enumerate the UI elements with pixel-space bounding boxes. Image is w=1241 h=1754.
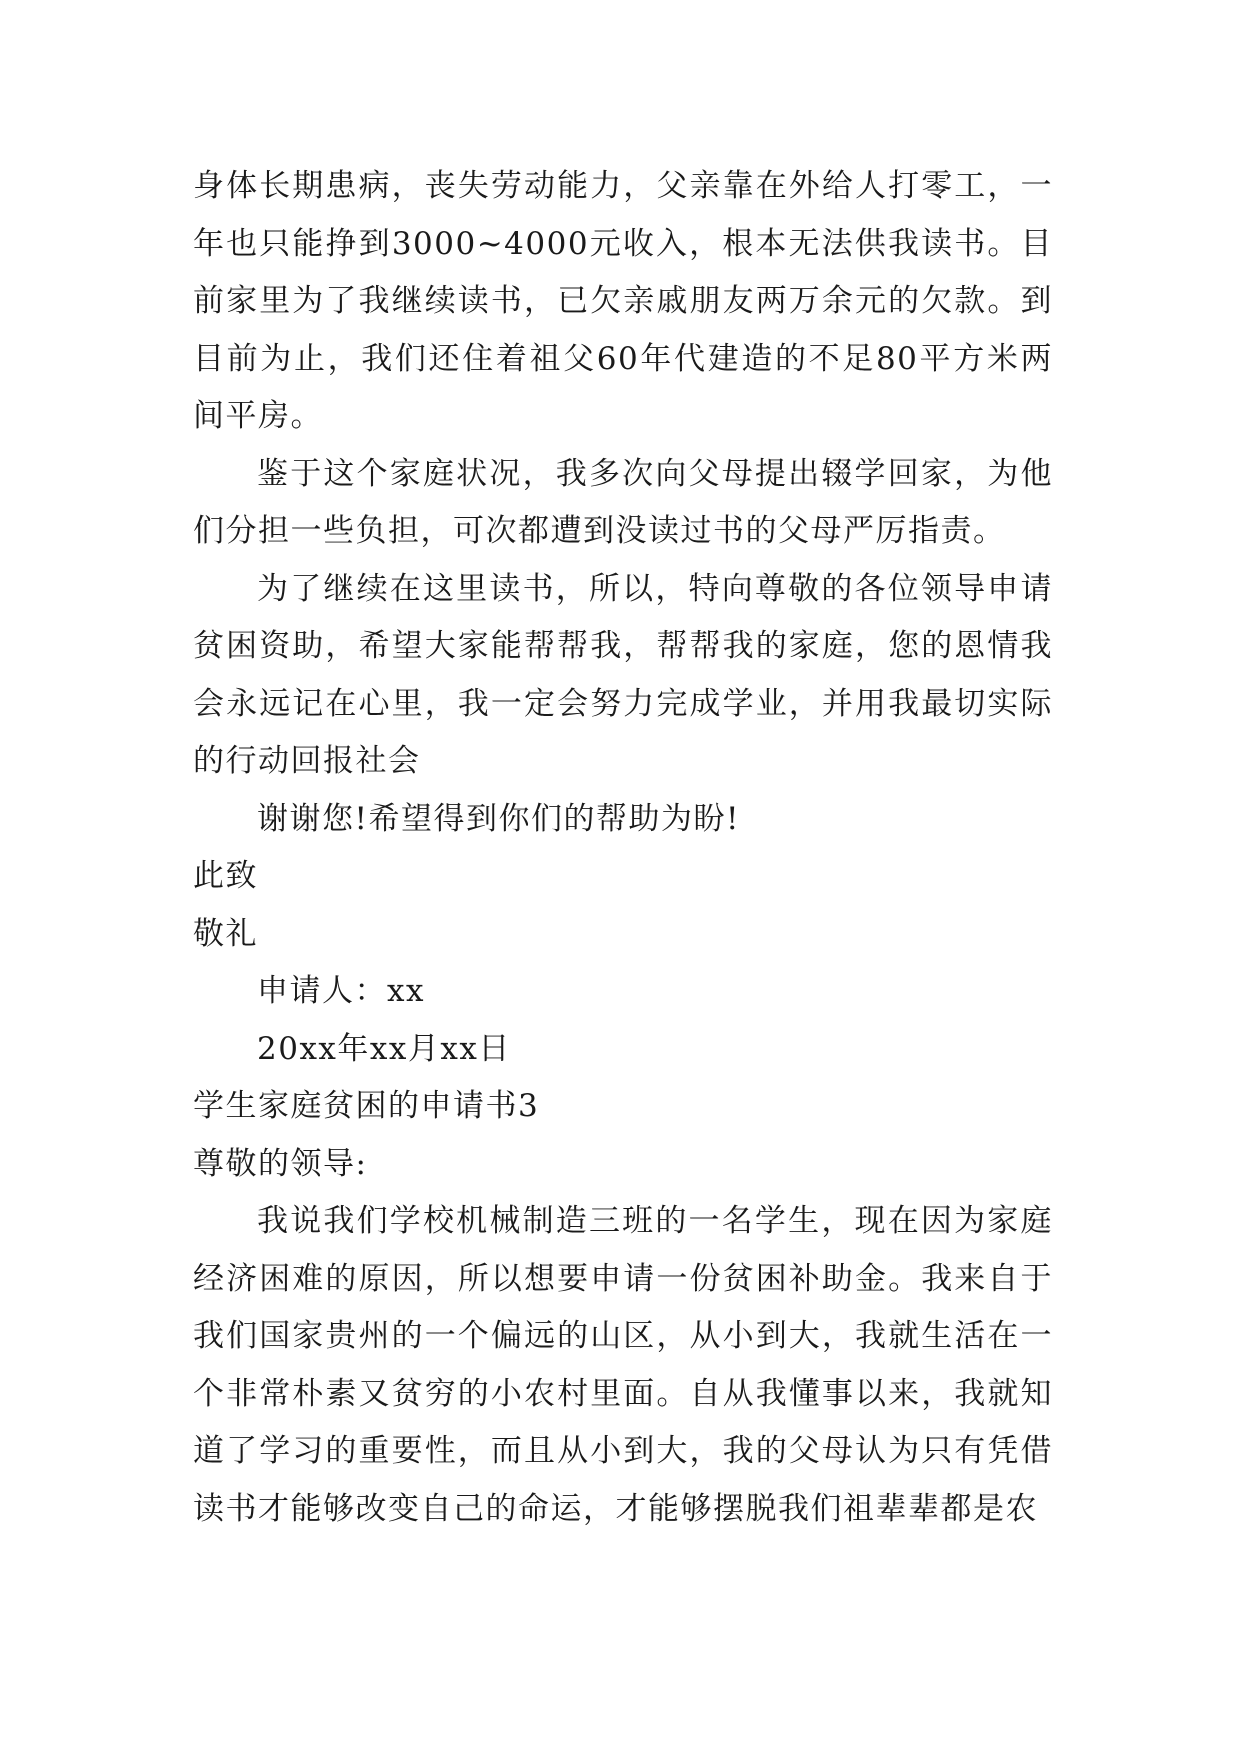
paragraph-introduction: 我说我们学校机械制造三班的一名学生，现在因为家庭经济困难的原因，所以想要申请一份贫困补助金。我来自于我们国家贵州的一个偏远的山区，从小到大，我就生活在一个非常朴素又贫穷的小农村里面。自从我懂事以来，我就知道了学习的重要性，而且从小到大，我的父母认为只有凭借读书才能够改变自己的命运，才能够摆脱我们祖辈辈都是农 bbox=[193, 1203, 1053, 1527]
paragraph-family-situation: 身体长期患病，丧失劳动能力，父亲靠在外给人打零工，一年也只能挣到3000~4000元收入，根本无法供我读书。目前家里为了我继续读书，已欠亲戚朋友两万余元的欠款。到目前为止，我们还住着祖父60年代建造的不足80平方米两间平房。 bbox=[193, 168, 1053, 434]
paragraph-aid-request: 为了继续在这里读书，所以，特向尊敬的各位领导申请贫困资助，希望大家能帮帮我，帮帮我的家庭，您的恩情我会永远记在心里，我一定会努力完成学业，并用我最切实际的行动回报社会 bbox=[193, 570, 1053, 779]
closing-line-2: 敬礼 bbox=[193, 915, 258, 952]
signature-date: 20xx年xx月xx日 bbox=[257, 1030, 511, 1067]
applicant-signature: 申请人：xx bbox=[257, 973, 425, 1009]
paragraph-thanks: 谢谢您!希望得到你们的帮助为盼! bbox=[257, 800, 740, 837]
closing-line-1: 此致 bbox=[193, 858, 258, 894]
document-body bbox=[193, 158, 1053, 1538]
salutation: 尊敬的领导: bbox=[193, 1145, 368, 1182]
section-title: 学生家庭贫困的申请书3 bbox=[193, 1088, 540, 1124]
paragraph-dropout-request: 鉴于这个家庭状况，我多次向父母提出辍学回家，为他们分担一些负担，可次都遭到没读过书的父母严厉指责。 bbox=[193, 455, 1053, 549]
